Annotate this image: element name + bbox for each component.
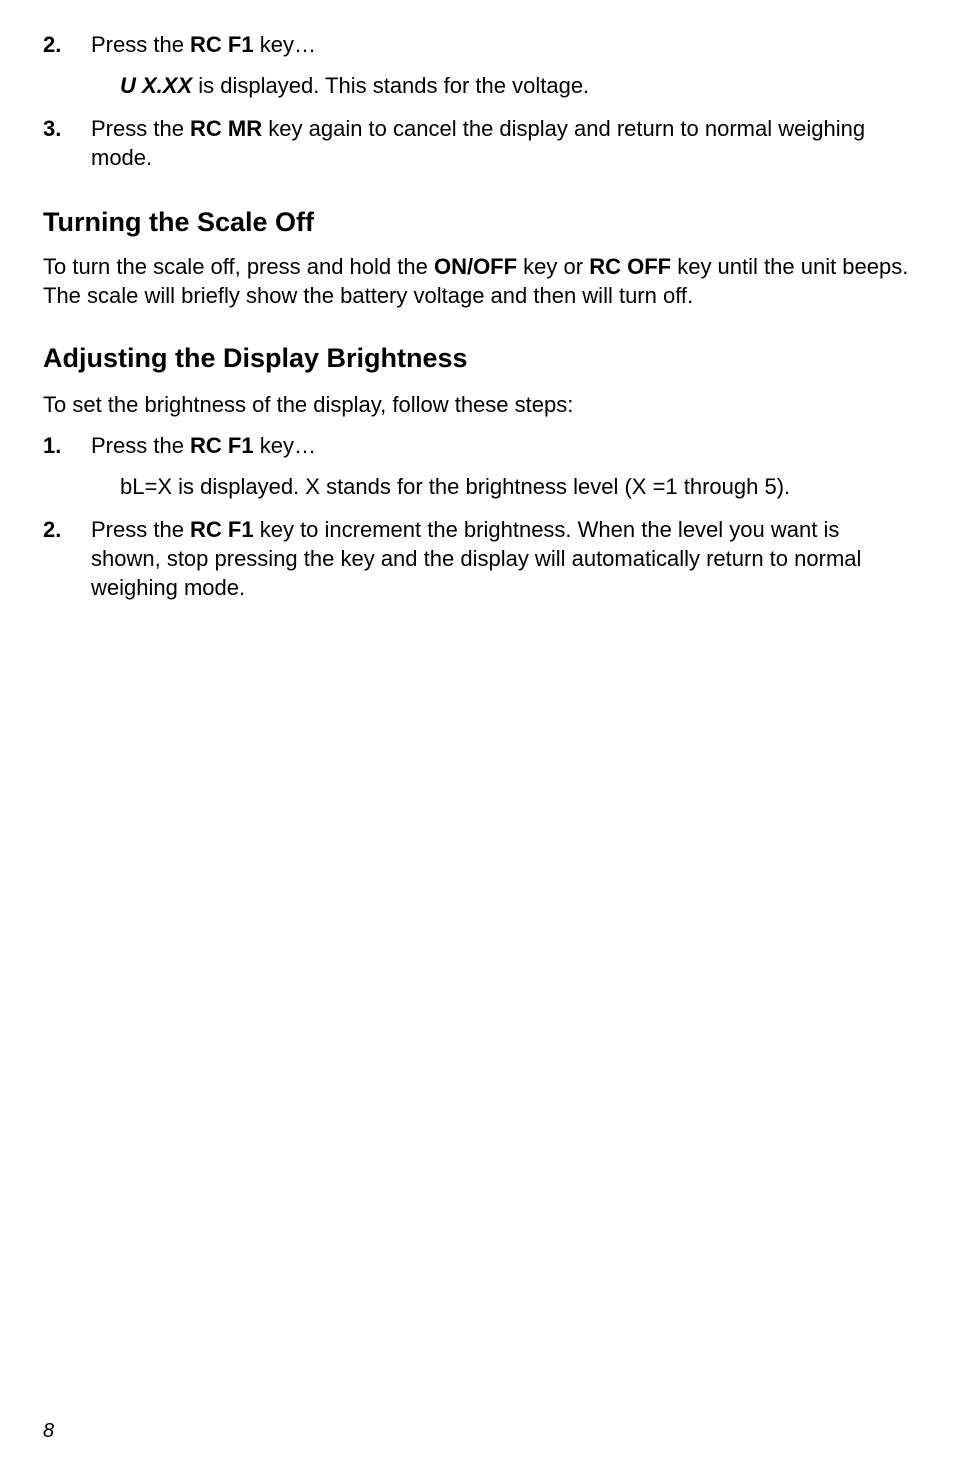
step-text <box>91 114 913 172</box>
key-name-rc-off: RC OFF <box>589 254 672 279</box>
step-number: 3. <box>43 116 62 141</box>
step-text <box>91 30 913 59</box>
step-text-post: key to increment the brightness. When the level you want is shown, stop pressing the key and the display will automatically return to normal weighing mode. <box>91 517 862 600</box>
key-name: RC F1 <box>190 517 254 542</box>
step-text-pre: Press the <box>91 433 191 458</box>
brightness-intro: To set the brightness of the display, follow these steps: <box>43 392 574 417</box>
step-3-press-rc-mr <box>43 114 913 172</box>
display-code-description: is displayed. This stands for the voltage. <box>192 73 590 98</box>
turning-off-paragraph <box>43 252 913 310</box>
step-text-pre: Press the <box>91 116 191 141</box>
paragraph-text-1: To turn the scale off, press and hold the <box>43 254 434 279</box>
page-number: 8 <box>43 1420 55 1442</box>
step-text-pre: Press the <box>91 32 191 57</box>
step-text <box>91 431 913 460</box>
section-heading-brightness: Adjusting the Display Brightness <box>43 343 468 373</box>
key-name: RC F1 <box>190 32 254 57</box>
key-name-on-off: ON/OFF <box>433 254 518 279</box>
step-text-post: key… <box>253 32 316 57</box>
step-result <box>91 71 913 100</box>
step-1-press-rc-f1 <box>43 431 913 501</box>
key-name: RC F1 <box>190 433 254 458</box>
paragraph-text-3: key until the unit beeps. The scale will briefly show the battery voltage and then will turn off. <box>43 254 909 308</box>
step-2-press-rc-f1 <box>43 30 913 100</box>
step-number: 1. <box>43 433 62 458</box>
paragraph-text-2: key or <box>517 254 590 279</box>
step-text-post: key… <box>253 433 316 458</box>
step-result: bL=X is displayed. X stands for the brightness level (X =1 through 5). <box>120 474 791 499</box>
step-2-increment-brightness <box>43 515 913 602</box>
step-text-post: key again to cancel the display and return to normal weighing mode. <box>91 116 866 170</box>
manual-page <box>43 30 913 602</box>
key-name: RC MR <box>190 116 263 141</box>
section-heading-turning-off: Turning the Scale Off <box>43 207 315 237</box>
display-code: U X.XX <box>120 73 193 98</box>
step-number: 2. <box>43 517 62 542</box>
step-text <box>91 515 913 602</box>
step-text-pre: Press the <box>91 517 191 542</box>
step-number: 2. <box>43 32 62 57</box>
